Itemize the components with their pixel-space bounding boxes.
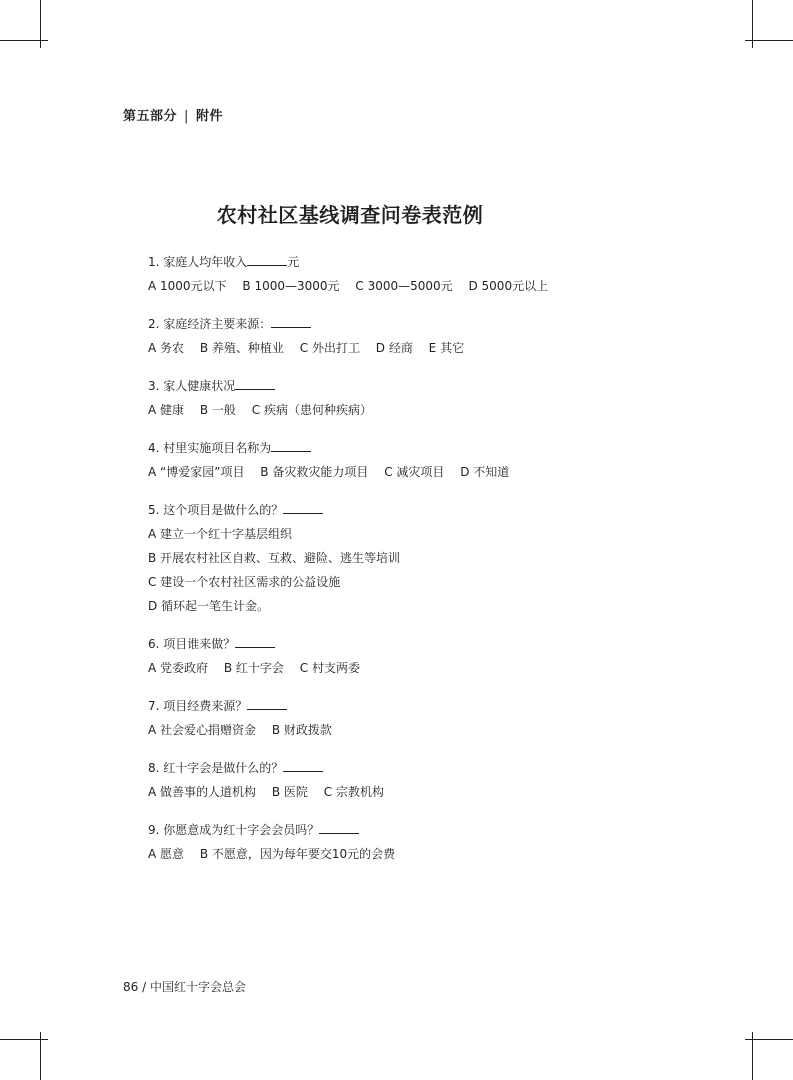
- option-a: A 做善事的人道机构: [148, 785, 257, 799]
- question-4-prompt: [148, 436, 708, 460]
- option-c: C 村支两委: [299, 661, 360, 675]
- question-number: 9.: [148, 823, 160, 837]
- question-8-prompt: [148, 756, 708, 780]
- option-c: C 减灾项目: [384, 465, 445, 479]
- question-number: 6.: [148, 637, 160, 651]
- question-suffix: 元: [287, 255, 300, 269]
- question-2-prompt: [148, 312, 708, 336]
- question-6-prompt: [148, 632, 708, 656]
- option-b: B 备灾救灾能力项目: [260, 465, 369, 479]
- option-b: B 1000—3000元: [242, 279, 340, 293]
- question-text: 红十字会是做什么的？: [163, 761, 284, 775]
- option-c: C 宗教机构: [323, 785, 384, 799]
- answer-blank[interactable]: [247, 254, 287, 266]
- question-3: [148, 374, 708, 422]
- option-d: D 不知道: [460, 465, 510, 479]
- answer-blank[interactable]: [283, 760, 323, 772]
- question-number: 7.: [148, 699, 160, 713]
- question-number: 2.: [148, 317, 160, 331]
- question-1-options: [148, 274, 708, 298]
- page-footer: [123, 978, 246, 995]
- header-section: 第五部分: [123, 109, 178, 124]
- page-title: 农村社区基线调查问卷表范例: [216, 203, 484, 227]
- option-a: A 务农: [148, 341, 185, 355]
- page-number: 86: [123, 980, 139, 994]
- question-text: 村里实施项目名称为: [163, 441, 272, 455]
- question-text: 家人健康状况: [163, 379, 236, 393]
- option-b: B 养殖、种植业: [199, 341, 284, 355]
- question-text: 项目谁来做？: [163, 637, 236, 651]
- option-b: B 一般: [199, 403, 236, 417]
- footer-publisher: 中国红十字会总会: [149, 980, 246, 994]
- question-7-prompt: [148, 694, 708, 718]
- option-b: B 财政拨款: [271, 723, 332, 737]
- question-5: [148, 498, 708, 618]
- question-5-prompt: [148, 498, 708, 522]
- question-7: [148, 694, 708, 742]
- question-1-prompt: [148, 250, 708, 274]
- question-1: [148, 250, 708, 298]
- option-a: A 党委政府: [148, 661, 209, 675]
- option-c: C 3000—5000元: [355, 279, 453, 293]
- question-9-options: [148, 842, 708, 866]
- option-b: B 红十字会: [223, 661, 284, 675]
- answer-blank[interactable]: [271, 316, 311, 328]
- option-b: B 开展农村社区自救、互救、避险、逃生等培训: [148, 551, 401, 565]
- question-2: [148, 312, 708, 360]
- header-separator: |: [184, 109, 189, 124]
- question-text: 这个项目是做什么的？: [163, 503, 284, 517]
- option-b: B 医院: [271, 785, 308, 799]
- question-number: 5.: [148, 503, 160, 517]
- questionnaire: [148, 250, 708, 880]
- question-7-options: [148, 718, 708, 742]
- question-text: 你愿意成为红十字会会员吗？: [163, 823, 320, 837]
- question-number: 8.: [148, 761, 160, 775]
- question-text: 家庭人均年收入: [163, 255, 248, 269]
- answer-blank[interactable]: [235, 378, 275, 390]
- option-c: C 建设一个农村社区需求的公益设施: [148, 575, 341, 589]
- question-4: [148, 436, 708, 484]
- question-8: [148, 756, 708, 804]
- option-d: D 经商: [375, 341, 413, 355]
- answer-blank[interactable]: [235, 636, 275, 648]
- option-b: B 不愿意，因为每年要交10元的会费: [199, 847, 396, 861]
- answer-blank[interactable]: [319, 822, 359, 834]
- option-c: C 外出打工: [299, 341, 360, 355]
- question-number: 3.: [148, 379, 160, 393]
- option-a: A 愿意: [148, 847, 185, 861]
- question-6: [148, 632, 708, 680]
- footer-separator: /: [142, 980, 147, 994]
- answer-blank[interactable]: [271, 440, 311, 452]
- option-e: E 其它: [428, 341, 465, 355]
- option-a: A “博爱家园”项目: [148, 465, 245, 479]
- option-a: A 健康: [148, 403, 185, 417]
- answer-blank[interactable]: [247, 698, 287, 710]
- question-2-options: [148, 336, 708, 360]
- question-text: 家庭经济主要来源：: [163, 317, 272, 331]
- question-4-options: [148, 460, 708, 484]
- question-8-options: [148, 780, 708, 804]
- question-9: [148, 818, 708, 866]
- question-6-options: [148, 656, 708, 680]
- question-9-prompt: [148, 818, 708, 842]
- header-subsection: 附件: [195, 109, 223, 124]
- question-number: 1.: [148, 255, 160, 269]
- option-c: C 疾病（患何种疾病）: [251, 403, 372, 417]
- option-a: A 社会爱心捐赠资金: [148, 723, 257, 737]
- option-a: A 1000元以下: [148, 279, 227, 293]
- question-number: 4.: [148, 441, 160, 455]
- question-3-prompt: [148, 374, 708, 398]
- option-d: D 循环起一笔生计金。: [148, 599, 270, 613]
- running-header: [123, 105, 223, 124]
- option-a: A 建立一个红十字基层组织: [148, 527, 293, 541]
- option-d: D 5000元以上: [468, 279, 549, 293]
- question-3-options: [148, 398, 708, 422]
- answer-blank[interactable]: [283, 502, 323, 514]
- question-text: 项目经费来源？: [163, 699, 248, 713]
